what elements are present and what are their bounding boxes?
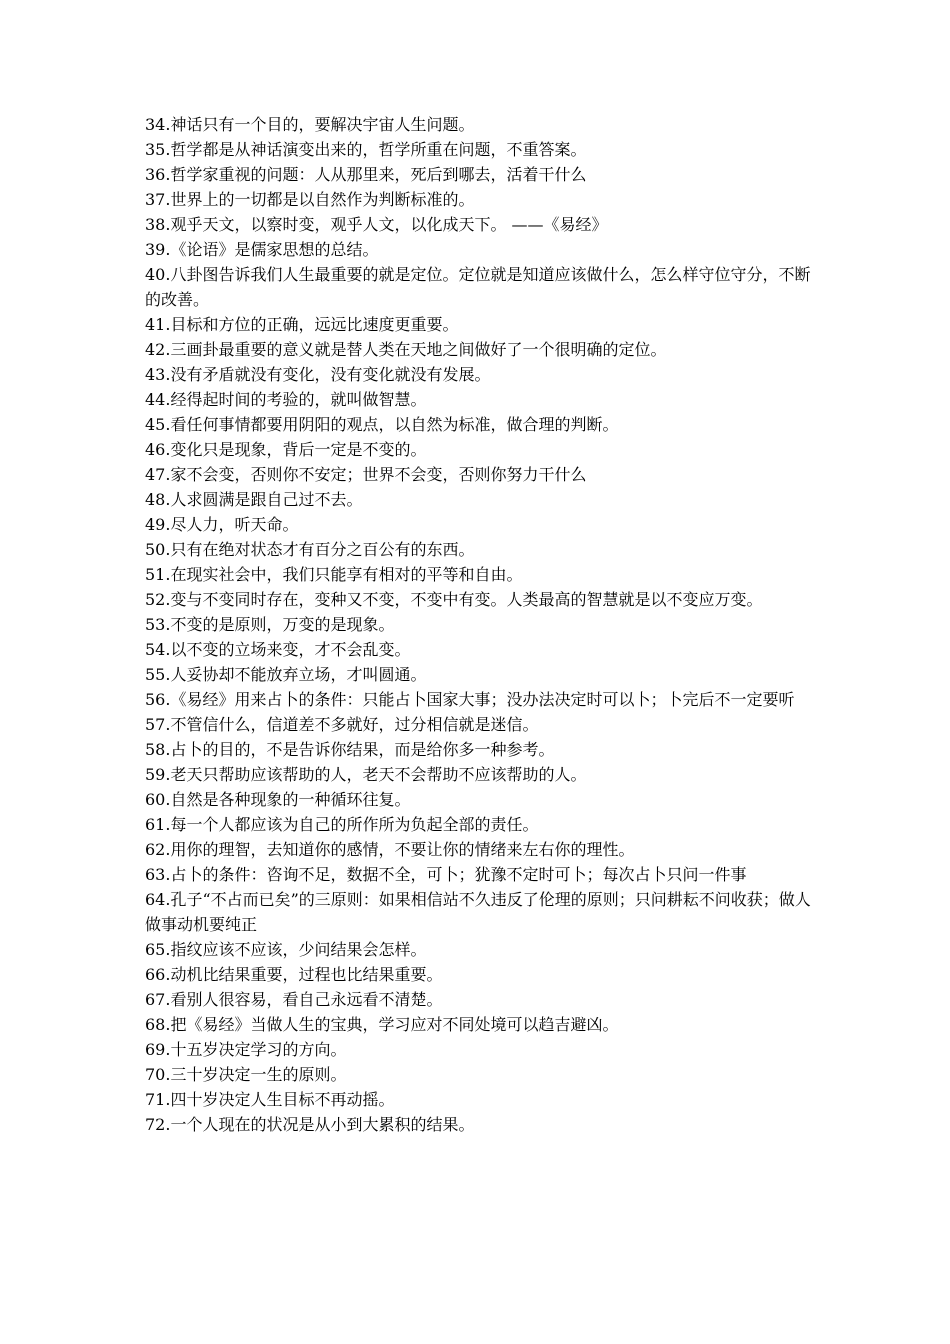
quote-line-49: 49.尽人力，听天命。 xyxy=(145,515,299,534)
quote-line-39: 39.《论语》是儒家思想的总结。 xyxy=(145,240,379,259)
quote-list xyxy=(145,112,813,1137)
quote-line-40: 40.八卦图告诉我们人生最重要的就是定位。定位就是知道应该做什么，怎么样守位守分，不断的改善。 xyxy=(145,265,811,309)
quote-line-45: 45.看任何事情都要用阴阳的观点，以自然为标准，做合理的判断。 xyxy=(145,415,619,434)
quote-line-51: 51.在现实社会中，我们只能享有相对的平等和自由。 xyxy=(145,565,523,584)
quote-line-61: 61.每一个人都应该为自己的所作所为负起全部的责任。 xyxy=(145,815,539,834)
quote-line-62: 62.用你的理智，去知道你的感情，不要让你的情绪来左右你的理性。 xyxy=(145,840,635,859)
quote-line-37: 37.世界上的一切都是以自然作为判断标准的。 xyxy=(145,190,475,209)
quote-line-68: 68.把《易经》当做人生的宝典，学习应对不同处境可以趋吉避凶。 xyxy=(145,1015,619,1034)
quote-line-71: 71.四十岁决定人生目标不再动摇。 xyxy=(145,1090,395,1109)
quote-line-38: 38.观乎天文，以察时变，观乎人文，以化成天下。 ——《易经》 xyxy=(145,215,608,234)
quote-line-53: 53.不变的是原则，万变的是现象。 xyxy=(145,615,395,634)
quote-line-57: 57.不管信什么，信道差不多就好，过分相信就是迷信。 xyxy=(145,715,539,734)
quote-line-54: 54.以不变的立场来变，才不会乱变。 xyxy=(145,640,411,659)
quote-line-48: 48.人求圆满是跟自己过不去。 xyxy=(145,490,363,509)
quote-line-58: 58.占卜的目的，不是告诉你结果，而是给你多一种参考。 xyxy=(145,740,555,759)
quote-line-67: 67.看别人很容易，看自己永远看不清楚。 xyxy=(145,990,443,1009)
quote-line-65: 65.指纹应该不应该，少问结果会怎样。 xyxy=(145,940,427,959)
quote-line-46: 46.变化只是现象，背后一定是不变的。 xyxy=(145,440,427,459)
quote-line-43: 43.没有矛盾就没有变化，没有变化就没有发展。 xyxy=(145,365,491,384)
quote-line-34: 34.神话只有一个目的，要解决宇宙人生问题。 xyxy=(145,115,475,134)
quote-line-56: 56.《易经》用来占卜的条件：只能占卜国家大事；没办法决定时可以卜；卜完后不一定要听 xyxy=(145,690,795,709)
quote-line-35: 35.哲学都是从神话演变出来的，哲学所重在问题，不重答案。 xyxy=(145,140,587,159)
quote-line-64: 64.孔子“不占而已矣”的三原则：如果相信站不久违反了伦理的原则；只问耕耘不问收获；做人做事动机要纯正 xyxy=(145,890,811,934)
quote-line-69: 69.十五岁决定学习的方向。 xyxy=(145,1040,347,1059)
quote-line-52: 52.变与不变同时存在，变种又不变，不变中有变。人类最高的智慧就是以不变应万变。 xyxy=(145,590,763,609)
quote-line-66: 66.动机比结果重要，过程也比结果重要。 xyxy=(145,965,443,984)
quote-line-55: 55.人妥协却不能放弃立场，才叫圆通。 xyxy=(145,665,427,684)
quote-line-63: 63.占卜的条件：咨询不足，数据不全，可卜；犹豫不定时可卜；每次占卜只问一件事 xyxy=(145,865,747,884)
quote-line-72: 72.一个人现在的状况是从小到大累积的结果。 xyxy=(145,1115,475,1134)
quote-line-36: 36.哲学家重视的问题：人从那里来，死后到哪去，活着干什么 xyxy=(145,165,587,184)
quote-line-47: 47.家不会变，否则你不安定；世界不会变，否则你努力干什么 xyxy=(145,465,587,484)
quote-line-60: 60.自然是各种现象的一种循环往复。 xyxy=(145,790,411,809)
quote-line-70: 70.三十岁决定一生的原则。 xyxy=(145,1065,347,1084)
quote-line-44: 44.经得起时间的考验的，就叫做智慧。 xyxy=(145,390,427,409)
quote-line-42: 42.三画卦最重要的意义就是替人类在天地之间做好了一个很明确的定位。 xyxy=(145,340,667,359)
quote-line-41: 41.目标和方位的正确，远远比速度更重要。 xyxy=(145,315,459,334)
quote-line-59: 59.老天只帮助应该帮助的人，老天不会帮助不应该帮助的人。 xyxy=(145,765,587,784)
quote-line-50: 50.只有在绝对状态才有百分之百公有的东西。 xyxy=(145,540,475,559)
